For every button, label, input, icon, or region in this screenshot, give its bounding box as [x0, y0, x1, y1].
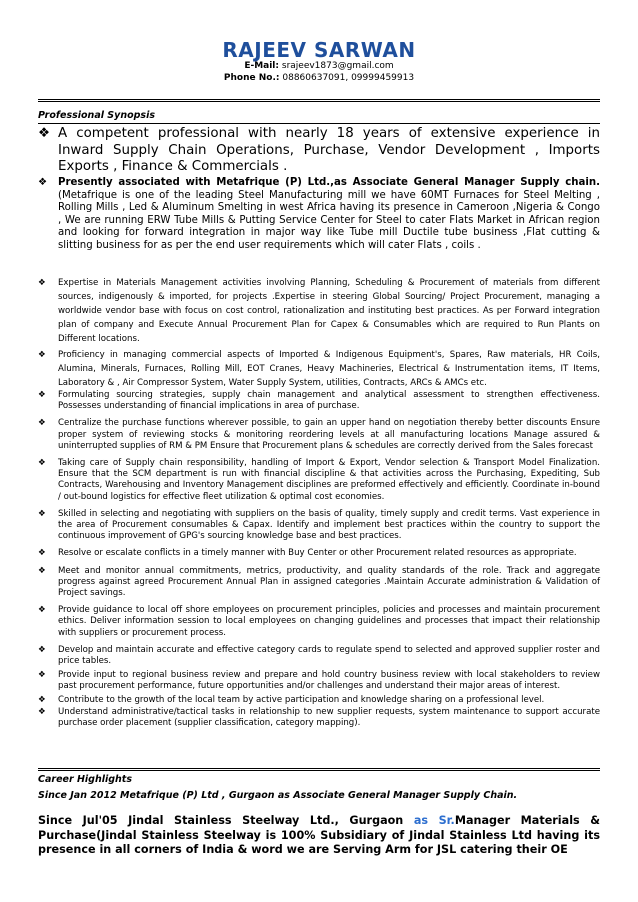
list-item: ❖ Formulating sourcing strategies, supply chain management and analytical assessment to strengthen effectiveness. Possesses understanding of financial implications in area of purchase. [38, 390, 600, 412]
list-item: ❖ Skilled in selecting and negotiating with suppliers on the basis of quality, timely supply and credit terms. Vast experience in the area of Procurement consumables & Capax. Identify and implement best practices within the country to support the continuous improvement of GPG's sourcing knowledge base and best practices. [38, 508, 600, 542]
diamond-bullet-icon: ❖ [38, 418, 46, 429]
email-value: srajeev1873@gmail.com [281, 61, 394, 71]
current-role-bold: Presently associated with Metafrique (P) Ltd.,as Associate General Manager Supply chain. [58, 177, 600, 188]
career-divider [38, 768, 600, 771]
synopsis-divider [38, 123, 600, 124]
synopsis-lead-list [38, 126, 600, 176]
phone-value: 08860637091, 09999459913 [282, 73, 415, 83]
expertise-list [38, 276, 600, 390]
list-item: ❖ Contribute to the growth of the local team by active participation and knowledge sharing on a professional level. [38, 694, 545, 705]
list-item [38, 126, 600, 176]
list-item: ❖ Provide input to regional business review and prepare and hold country business review with local stakeholders to review past procurement performance, future opportunities and/or challenges and understand their major areas of interest. [38, 670, 600, 692]
list-item: ❖ Provide guidance to local off shore employees on procurement principles, policies and processes and maintain procurement ethics. Deliver information session to local employees on changing guidelines and processes that impact their relationship with suppliers or procurement process. [38, 605, 600, 638]
diamond-bullet-icon: ❖ [38, 350, 46, 360]
candidate-name: RAJEEV SARWAN [222, 38, 416, 62]
diamond-bullet-icon: ❖ [38, 670, 46, 681]
list-item: ❖ Proficiency in managing commercial aspects of Imported & Indigenous Equipment's, Spares, Raw materials, HR Coils, Alumina, Minerals, Furnaces, Rolling Mill, EOT Cranes, Heavy Machineries, Electrical & Instrumentation items, IT Items, Laboratory & , Air Compressor System, Water Supply System, utilities, Contracts, ARCs & AMCs etc. [38, 350, 600, 388]
diamond-bullet-icon: ❖ [38, 694, 46, 705]
section-title-career: Career Highlights [38, 774, 132, 785]
diamond-bullet-icon: ❖ [38, 126, 51, 141]
diamond-bullet-icon: ❖ [38, 548, 46, 559]
career-since-2005 [38, 814, 600, 858]
section-title-synopsis: Professional Synopsis [38, 110, 155, 121]
synopsis-lead: A competent professional with nearly 18 years of extensive experience in Inward Supply Chain Operations, Purchase, Vendor Development , Imports Exports , Finance & Commercials . [58, 126, 600, 174]
list-item: ❖ Expertise in Materials Management activities involving Planning, Scheduling & Procurement of materials from different sources, indigenously & imported, for projects .Expertise in steering Global Sourcing/ Project Procurement, managing a worldwide vendor base with focus on cost control, rationalization and instituting best practices. As per Forward integration plan of company and Execute Annual Procurement Plan for Capex & Consumables which are required to Run Plants on Different locations. [38, 278, 600, 344]
diamond-bullet-icon: ❖ [38, 565, 46, 576]
career-since-2012: Since Jan 2012 Metafrique (P) Ltd , Gurgaon as Associate General Manager Supply Chain. [38, 790, 518, 801]
career-since-2005-part-a: Since Jul'05 Jindal Stainless Steelway Ltd., Gurgaon [38, 814, 414, 827]
responsibility-list [38, 390, 600, 729]
diamond-bullet-icon: ❖ [38, 644, 46, 655]
list-item [38, 177, 600, 253]
diamond-bullet-icon: ❖ [38, 605, 46, 616]
list-item: ❖ Understand administrative/tactical tasks in relationship to new supplier requests, system maintenance to support accurate purchase order placement (supplier classification, category mapping). [38, 706, 600, 729]
diamond-bullet-icon: ❖ [38, 508, 46, 519]
list-item: ❖ Resolve or escalate conflicts in a timely manner with Buy Center or other Procurement related resources as appropriate. [38, 548, 577, 559]
list-item: ❖ Taking care of Supply chain responsibility, handling of Import & Export, Vendor selection & Transport Model Finalization. Ensure that the SCM department is run with financial discipline & that activities across the Purchasing, Expediting, Sub Contracts, Warehousing and Inventory Management disciplines are preformed effectively and efficiently. Coordinate in-bound / out-bound logistics for effective fleet utilization & optimal cost economies. [38, 458, 600, 502]
career-since-2005-part-b: Manager Materials & Purchase(Jindal Stainless Steelway is 100% Subsidiary of Jindal Stainless Ltd having its presence in all corners of India & word we are Serving Arm for JSL catering their OE [38, 814, 600, 856]
diamond-bullet-icon: ❖ [38, 278, 46, 288]
list-item: ❖ Meet and monitor annual commitments, metrics, productivity, and quality standards of the role. Track and aggregate progress against agreed Procurement Annual Plan in assigned categories .Maintain Accurate administration & Validation of Project savings. [38, 565, 600, 599]
phone-label: Phone No.: [223, 73, 280, 83]
header-divider [38, 99, 600, 102]
diamond-bullet-icon: ❖ [38, 706, 46, 717]
diamond-bullet-icon: ❖ [38, 177, 48, 188]
list-item: ❖ Centralize the purchase functions wherever possible, to gain an upper hand on negotiation thereby better discounts Ensure proper system of reviewing stocks & monitoring reordering levels at all manufacturing locations Manage assured & uninterrupted supplies of RM & PM Ensure that Procurement plans & schedules are correctly derived from the Sales forecast [38, 418, 600, 451]
email-label: E-Mail: [244, 61, 279, 71]
career-since-2005-highlight: as Sr. [413, 814, 455, 827]
diamond-bullet-icon: ❖ [38, 458, 46, 469]
diamond-bullet-icon: ❖ [38, 390, 46, 400]
email-line [0, 61, 638, 71]
list-item: ❖ Develop and maintain accurate and effective category cards to regulate spend to selected and approved supplier roster and price tables. [38, 644, 600, 667]
phone-line [0, 73, 638, 83]
current-role-text: (Metafrique is one of the leading Steel Manufacturing mill we have 60MT Furnaces for Steel Melting , Rolling Mills , Led & Aluminum Smelting in west Africa having its presence in Cameroon ,Nigeria & Congo , We are running ERW Tube Mills & Putting Service Center for Steel to cater Flats Market in African region and looking for forward integration in major way like Tube mill Ductile tube business ,Flat cutting & slitting business for as per the end user requirements which will cater Flats , coils . [58, 189, 600, 251]
current-role-list [38, 177, 600, 253]
